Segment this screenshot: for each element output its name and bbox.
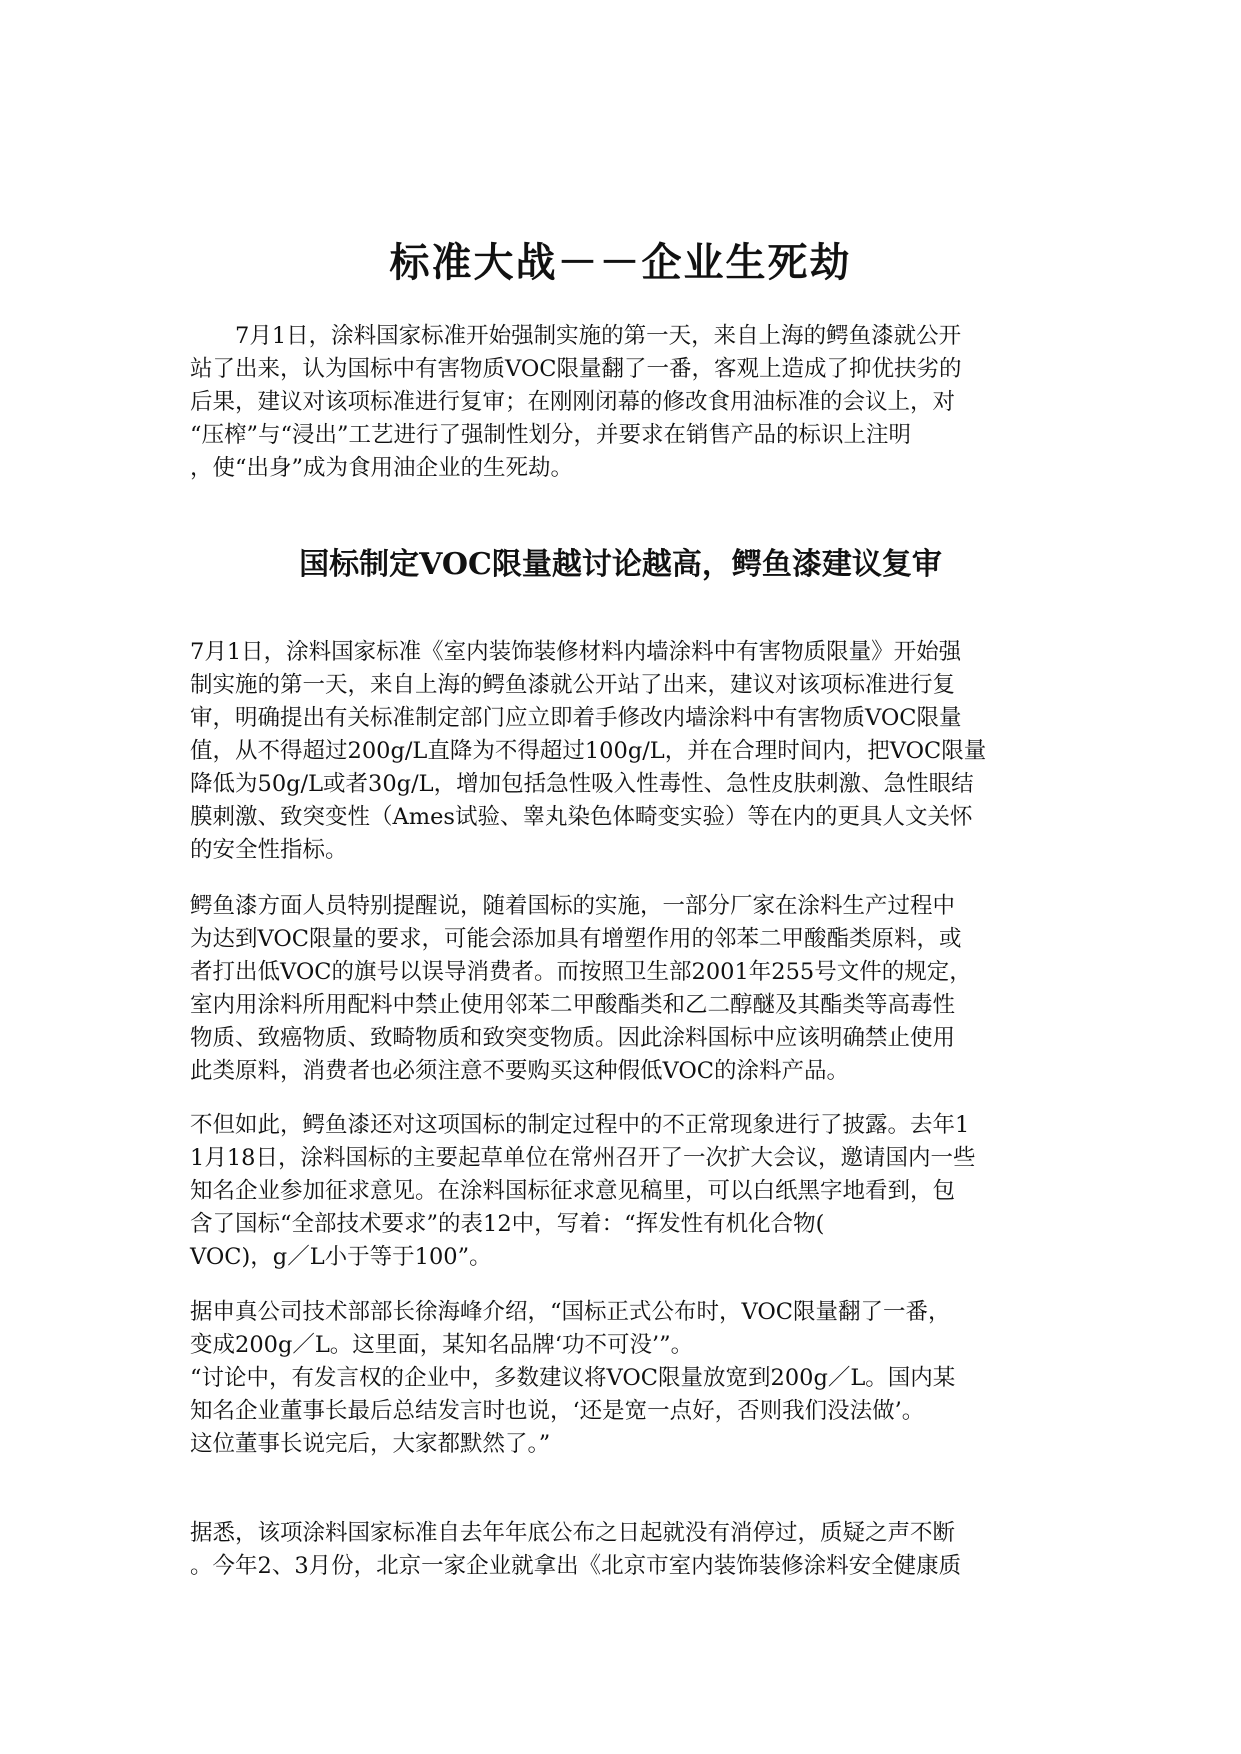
text-line: 知名企业董事长最后总结发言时也说，‘还是宽一点好，否则我们没法做’。 bbox=[190, 1398, 925, 1424]
text-line: 站了出来，认为国标中有害物质VOC限量翻了一番，客观上造成了抑优扶劣的 bbox=[190, 356, 962, 382]
text-line: 7月1日，涂料国家标准《室内装饰装修材料内墙涂料中有害物质限量》开始强 bbox=[190, 639, 962, 665]
text-line: 变成200g／L。这里面，某知名品牌‘功不可没’”。 bbox=[190, 1332, 694, 1358]
text-line: 室内用涂料所用配料中禁止使用邻苯二甲酸酯类和乙二醇醚及其酯类等高毒性 bbox=[190, 992, 956, 1018]
body-paragraph-1 bbox=[190, 636, 1060, 867]
text-line: 7月1日，涂料国家标准开始强制实施的第一天，来自上海的鳄鱼漆就公开 bbox=[190, 323, 962, 349]
document-title: 标准大战－－企业生死劫 bbox=[389, 238, 852, 286]
text-line: 知名企业参加征求意见。在涂料国标征求意见稿里，可以白纸黑字地看到，包 bbox=[190, 1178, 956, 1204]
text-line: 1月18日，涂料国标的主要起草单位在常州召开了一次扩大会议，邀请国内一些 bbox=[190, 1145, 976, 1171]
text-line: 不但如此，鳄鱼漆还对这项国标的制定过程中的不正常现象进行了披露。去年1 bbox=[190, 1112, 970, 1138]
text-line: 降低为50g/L或者30g/L，增加包括急性吸入性毒性、急性皮肤刺激、急性眼结 bbox=[190, 771, 974, 797]
text-line: 据申真公司技术部部长徐海峰介绍，“国标正式公布时，VOC限量翻了一番， bbox=[190, 1299, 951, 1325]
body-paragraph-3 bbox=[190, 1109, 1060, 1274]
text-line: 的安全性指标。 bbox=[190, 837, 348, 863]
text-line: 。今年2、3月份，北京一家企业就拿出《北京市室内装饰装修涂料安全健康质 bbox=[190, 1553, 962, 1579]
body-paragraph-2 bbox=[190, 890, 1060, 1088]
text-line: 后果，建议对该项标准进行复审；在刚刚闭幕的修改食用油标准的会议上，对 bbox=[190, 389, 956, 415]
text-line: 鳄鱼漆方面人员特别提醒说，随着国标的实施，一部分厂家在涂料生产过程中 bbox=[190, 893, 956, 919]
body-paragraph-4 bbox=[190, 1296, 1060, 1461]
text-line: 物质、致癌物质、致畸物质和致突变物质。因此涂料国标中应该明确禁止使用 bbox=[190, 1025, 956, 1051]
text-line: ，使“出身”成为食用油企业的生死劫。 bbox=[190, 455, 574, 481]
text-line: 审，明确提出有关标准制定部门应立即着手修改内墙涂料中有害物质VOC限量 bbox=[190, 705, 962, 731]
section-heading: 国标制定VOC限量越讨论越高，鳄鱼漆建议复审 bbox=[299, 546, 942, 582]
text-line: 据悉，该项涂料国家标准自去年年底公布之日起就没有消停过，质疑之声不断 bbox=[190, 1520, 956, 1546]
text-line: 此类原料，消费者也必须注意不要购买这种假低VOC的涂料产品。 bbox=[190, 1058, 850, 1084]
text-line: 者打出低VOC的旗号以误导消费者。而按照卫生部2001年255号文件的规定， bbox=[190, 959, 972, 985]
intro-paragraph bbox=[190, 320, 1060, 485]
body-paragraph-5 bbox=[190, 1517, 1060, 1583]
text-line: VOC)，g／L小于等于100”。 bbox=[190, 1244, 492, 1270]
text-line: 膜刺激、致突变性（Ames试验、睾丸染色体畸变实验）等在内的更具人文关怀 bbox=[190, 804, 973, 830]
text-line: 含了国标“全部技术要求”的表12中，写着：“挥发性有机化合物( bbox=[190, 1211, 825, 1237]
text-line: “讨论中，有发言权的企业中，多数建议将VOC限量放宽到200g／L。国内某 bbox=[190, 1365, 956, 1391]
text-line: 制实施的第一天，来自上海的鳄鱼漆就公开站了出来，建议对该项标准进行复 bbox=[190, 672, 956, 698]
text-line: 值，从不得超过200g/L直降为不得超过100g/L，并在合理时间内，把VOC限量 bbox=[190, 738, 987, 764]
text-line: 为达到VOC限量的要求，可能会添加具有增塑作用的邻苯二甲酸酯类原料，或 bbox=[190, 926, 962, 952]
text-line: “压榨”与“浸出”工艺进行了强制性划分，并要求在销售产品的标识上注明 bbox=[190, 422, 912, 448]
text-line: 这位董事长说完后，大家都默然了。” bbox=[190, 1431, 551, 1457]
